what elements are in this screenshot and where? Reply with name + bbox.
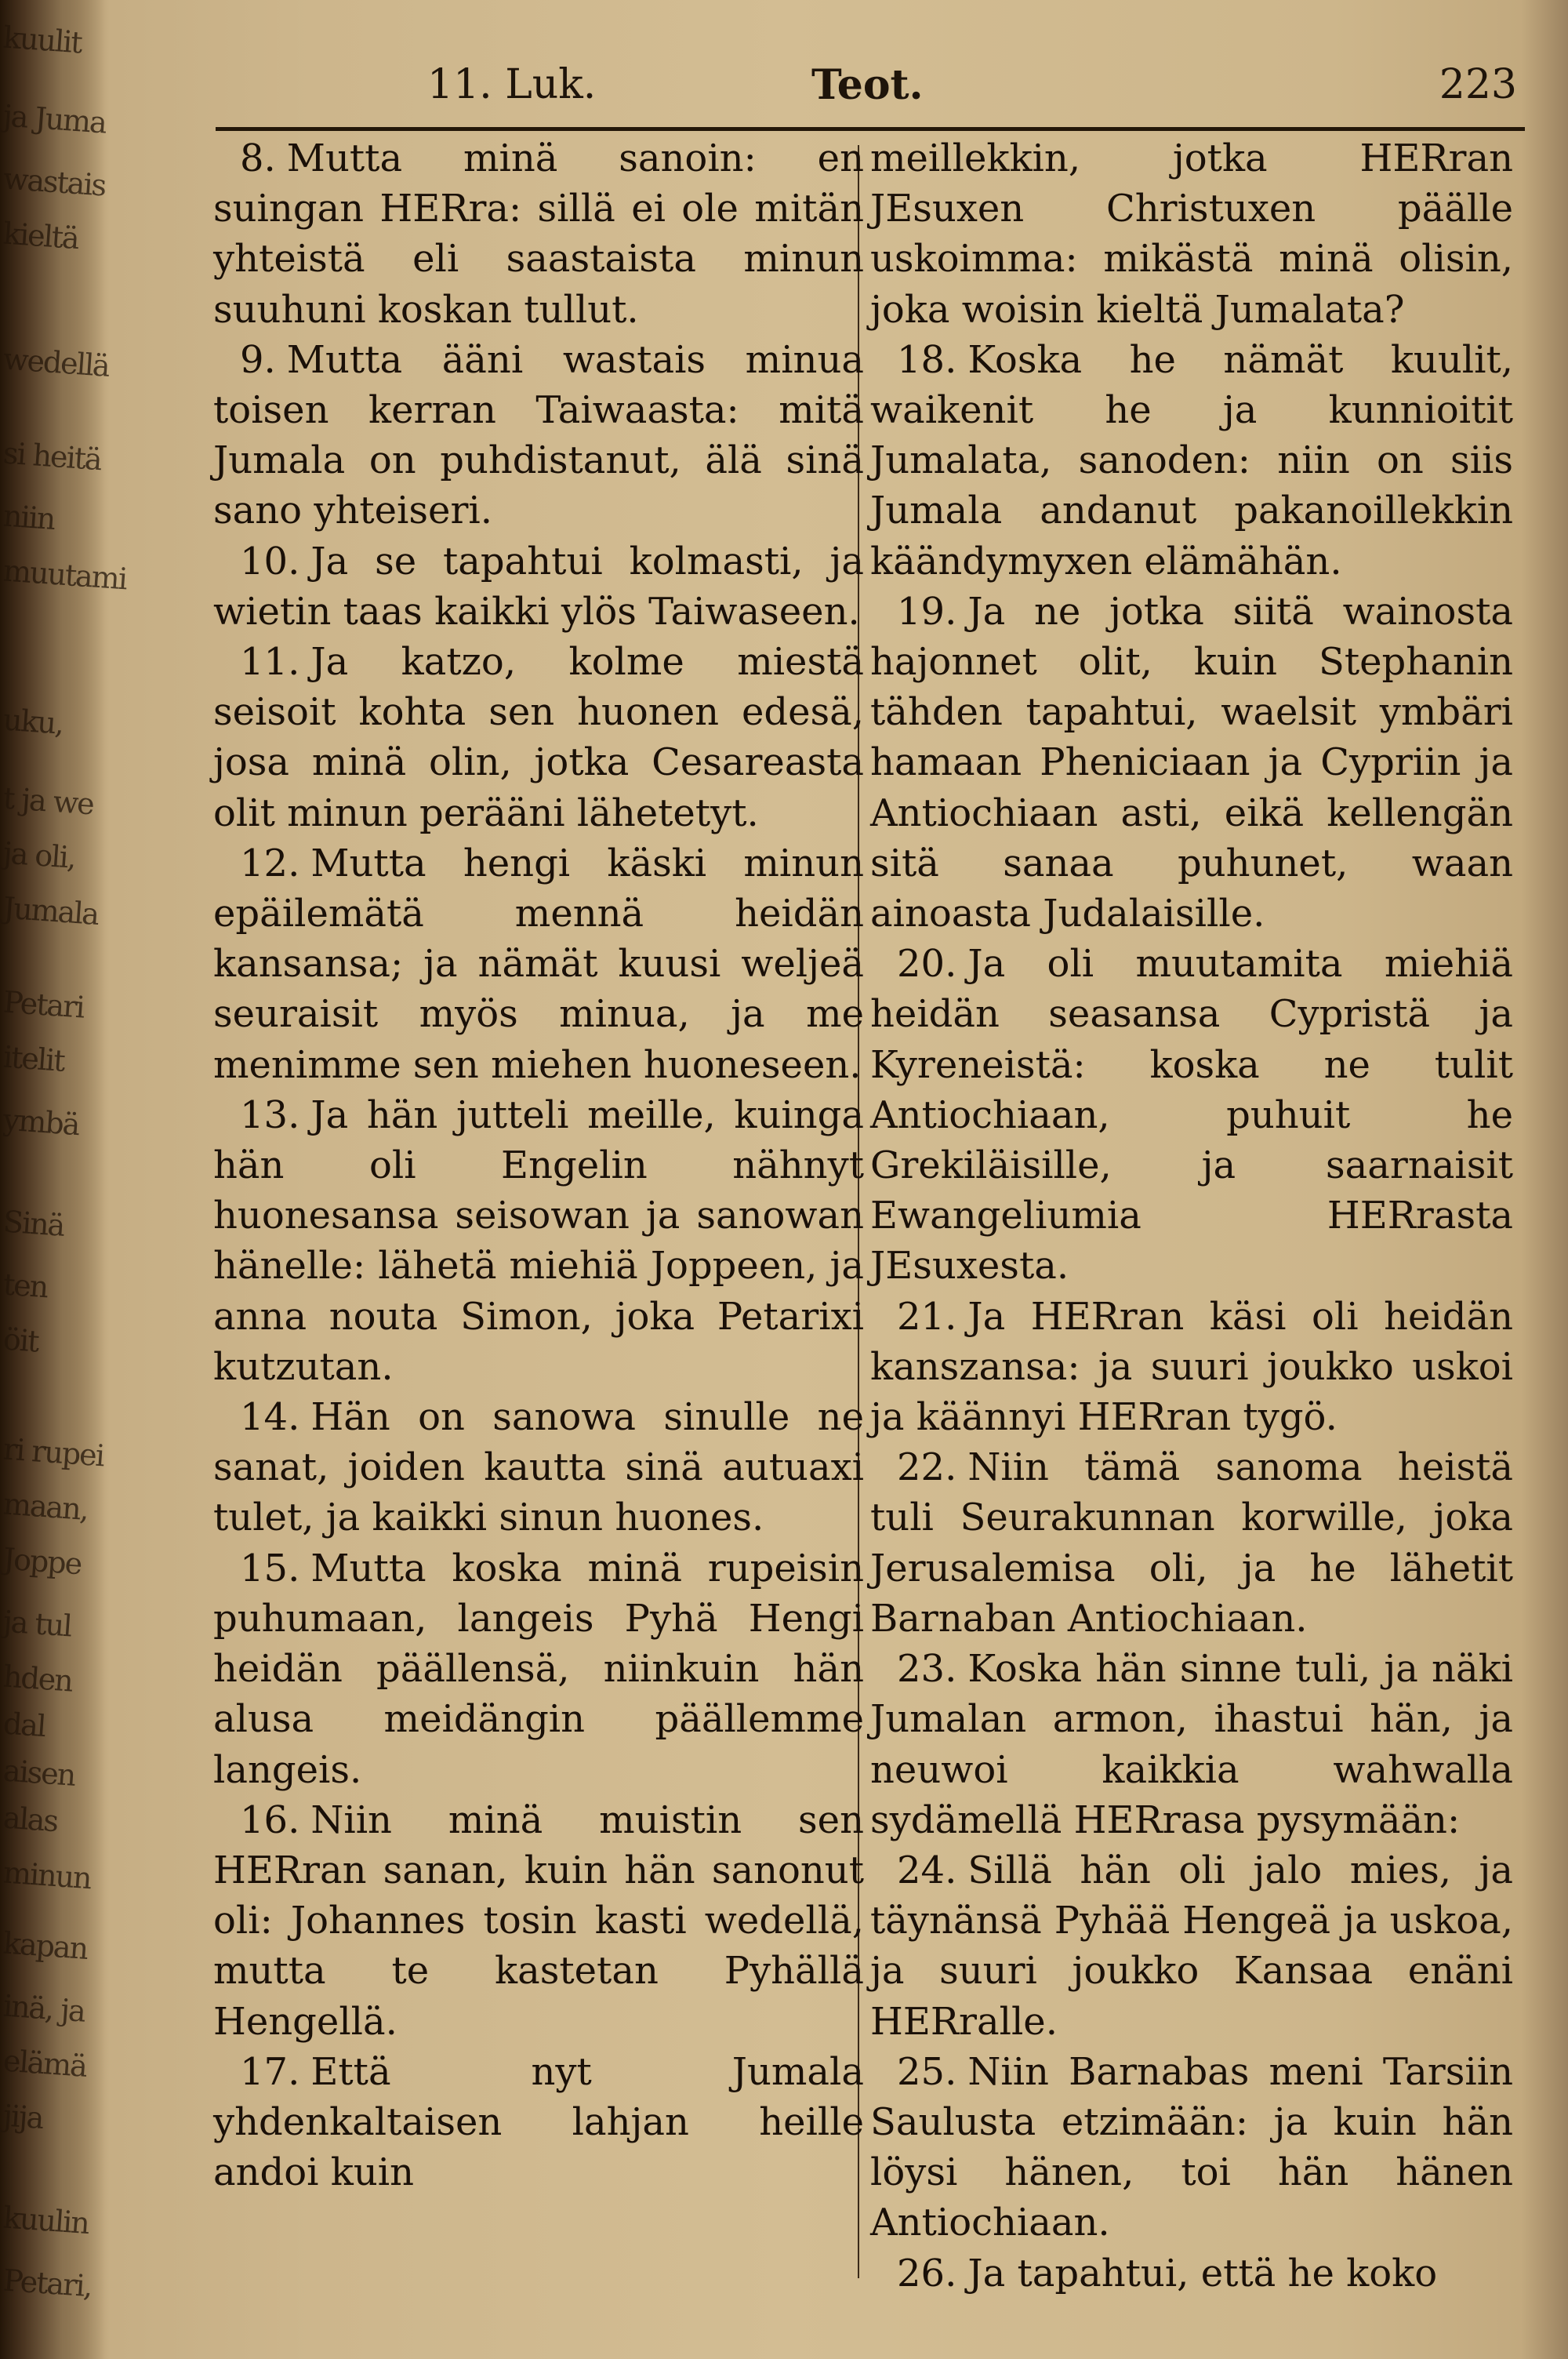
bleed-text: ymbä [2,1102,80,1143]
verse-number: 25. [897,2049,957,2094]
verse-number: 17. [240,2049,300,2094]
verse [213,133,864,335]
bleed-text: Joppe [2,1541,82,1582]
verse-text: Ja HERran käsi oli heidän kanszansa: ja suuri joukko uskoi ja käännyi HERran tygö. [870,1294,1513,1440]
bleed-text: kieltä [2,216,80,256]
verse [870,1292,1513,1443]
verse [213,2047,864,2198]
bleed-text: itelit [2,1039,66,1078]
verse-text: Ja oli muutamita miehiä heidän seasansa Cypristä ja Kyreneistä: koska ne tulit Antiochiaan, puhuit he Grekiläisille, ja saarnaisit Ewangeliumia HERrasta JEsuxesta. [870,942,1513,1289]
verse-text: Koska hän sinne tuli, ja näki Jumalan armon, ihastui hän, ja neuwoi kaikkia wahwalla sydämellä HERrasa pysymään: [870,1647,1513,1842]
bleed-text: dal [2,1706,46,1744]
verse [213,1543,864,1795]
book-title: Teot. [811,61,924,109]
bleed-text: niin [2,498,56,536]
verse-number: 19. [897,589,957,634]
bleed-text: alas [2,1800,59,1839]
bleed-text: Sinä [2,1204,65,1243]
verse-number: 10. [240,539,300,583]
bleed-text: wedellä [2,341,111,383]
bleed-text: Jumala [2,890,100,932]
verse [870,1442,1513,1644]
bleed-text: muutami [2,553,128,597]
chapter-reference: 11. Luk. [427,61,597,108]
verse [870,335,1513,587]
verse [213,335,864,536]
bleed-text: inä, ja [2,1988,86,2029]
right-column [870,133,1513,2299]
bleed-text: Petari, [2,2263,93,2304]
bleed-text: ri rupei [2,1431,105,1474]
verse-text: Hän on sanowa sinulle ne sanat, joiden kautta sinä autuaxi tulet, ja kaikki sinun huones. [213,1395,864,1540]
verse-text: meillekkin, jotka HERran JEsuxen Christuxen päälle uskoimma: mikästä minä olisin, joka woisin kieltä Jumalata? [870,136,1513,332]
page-number: 223 [1439,61,1517,108]
verse-text: Ja katzo, kolme miestä seisoit kohta sen huonen edesä, josa minä olin, jotka Cesareasta olit minun peräänі lähetetyt. [213,640,864,835]
verse-text: Niin Barnabas meni Tarsiin Saulusta etzimään: ja kuin hän löysi hänen, toi hän hänen Antiochiaan. [870,2049,1513,2245]
bleed-text: si heitä [2,435,103,478]
verse-number: 18. [897,337,957,382]
bleed-text: ten [2,1267,49,1305]
verse-number: 12. [240,841,300,885]
bleed-text: jija [2,2098,44,2135]
verse-number: 11. [240,640,300,685]
facing-page-edge [0,0,128,2359]
verse-number: 13. [240,1092,300,1137]
verse-number: 20. [897,942,957,987]
bleed-text: ja Juma [2,98,107,140]
verse-text: Mutta ääni wastais minua toisen kerran Taiwaasta: mitä Jumala on puhdistanut, älä sinä sano yhteiseri. [213,337,864,533]
bleed-text: maan, [2,1486,89,1527]
bleed-text: aisen [2,1753,76,1793]
verse-text: Että nyt Jumala yhdenkaltaisen lahjan heille andoi kuin [213,2049,864,2195]
verse-number: 23. [897,1647,957,1692]
verse-text: Ja ne jotka siitä wainosta hajonnet olit, kuin Stephanin tähden tapahtui, waelsit ymbäri hamaan Pheniciaan ja Cypriin ja Antiochiaan asti, eikä kellengän sitä sanaa puhunet, waan ainoasta Judalaisille. [870,589,1513,936]
verse-text: Mutta koska minä rupeisin puhumaan, langeis Pyhä Hengi heidän päällensä, niinkuin hän alusa meidängin päällemme langeis. [213,1546,864,1792]
verse-text: Sillä hän oli jalo mies, ja täynänsä Pyhää Hengeä ja uskoa, ja suuri joukko Kansaa enäni HERralle. [870,1848,1513,2044]
bleed-text: wastais [2,161,107,203]
running-header [216,61,1517,116]
verse [870,2047,1513,2248]
verse [870,1644,1513,1845]
bleed-text: kuulit [2,20,83,60]
bleed-text: uku, [2,702,64,741]
verse-number: 14. [240,1395,300,1440]
verse [870,939,1513,1291]
verse [870,1845,1513,2047]
bleed-text: elämä [2,2043,88,2084]
bleed-text: hden [2,1659,74,1699]
verse-text: Ja hän jutteli meille, kuinga hän oli Engelin nähnyt huonesansa seisowan ja sanowan hänelle: lähetä miehiä Joppeen, ja anna nouta Simon, joka Petarixi kutzutan. [213,1092,864,1389]
verse-number: 21. [897,1294,957,1339]
verse [213,536,864,637]
verse-number: 9. [240,337,276,382]
verse-text: Ja tapahtui, että he koko [967,2251,1438,2295]
header-rule [216,127,1525,131]
verse [870,587,1513,939]
verse [213,1392,864,1543]
verse-continuation [870,133,1513,335]
bleed-text: t ja we [2,780,95,822]
bleed-text: kapan [2,1925,89,1966]
verse-text: Mutta minä sanoin: en suingan HERra: sillä ei ole mitän yhteistä eli saastaista minun suuhuni koskan tullut. [213,136,864,332]
verse [213,637,864,838]
verse-number: 15. [240,1546,300,1590]
left-column [213,133,864,2197]
verse-text: Koska he nämät kuulit, waikenit he ja kunnioitit Jumalata, sanoden: niin on siis Jumala andanut pakanoillekkin käändymyxen elämähän. [870,337,1513,583]
bleed-text: Petari [2,984,85,1025]
verse [870,2248,1513,2299]
verse-number: 24. [897,1848,957,1892]
verse-number: 16. [240,1797,300,1842]
bleed-text: öit [2,1321,39,1359]
verse-number: 8. [240,136,276,180]
bleed-text: kuulin [2,2200,90,2241]
bleed-text: minun [2,1855,93,1896]
verse-text: Mutta hengi käski minun epäilemätä mennä heidän kansansa; ja nämät kuusi weljeä seuraisit myös minua, ja me menimme sen miehen huoneseen. [213,841,864,1087]
verse [213,838,864,1090]
verse-text: Niin minä muistin sen HERran sanan, kuin hän sanonut oli: Johannes tosin kasti wedellä, mutta te kastetan Pyhällä Hengellä. [213,1797,864,2044]
verse-number: 22. [897,1445,957,1490]
bleed-text: ja oli, [2,835,77,875]
verse [213,1090,864,1392]
verse-text: Niin tämä sanoma heistä tuli Seurakunnan korwille, joka Jerusalemisa oli, ja he lähetit Barnaban Antiochiaan. [870,1445,1513,1641]
verse-number: 26. [897,2251,957,2295]
verse-text: Ja se tapahtui kolmasti, ja wietin taas kaikki ylös Taiwaseen. [213,539,864,634]
verse [213,1795,864,2047]
bleed-text: ja tul [2,1604,72,1644]
